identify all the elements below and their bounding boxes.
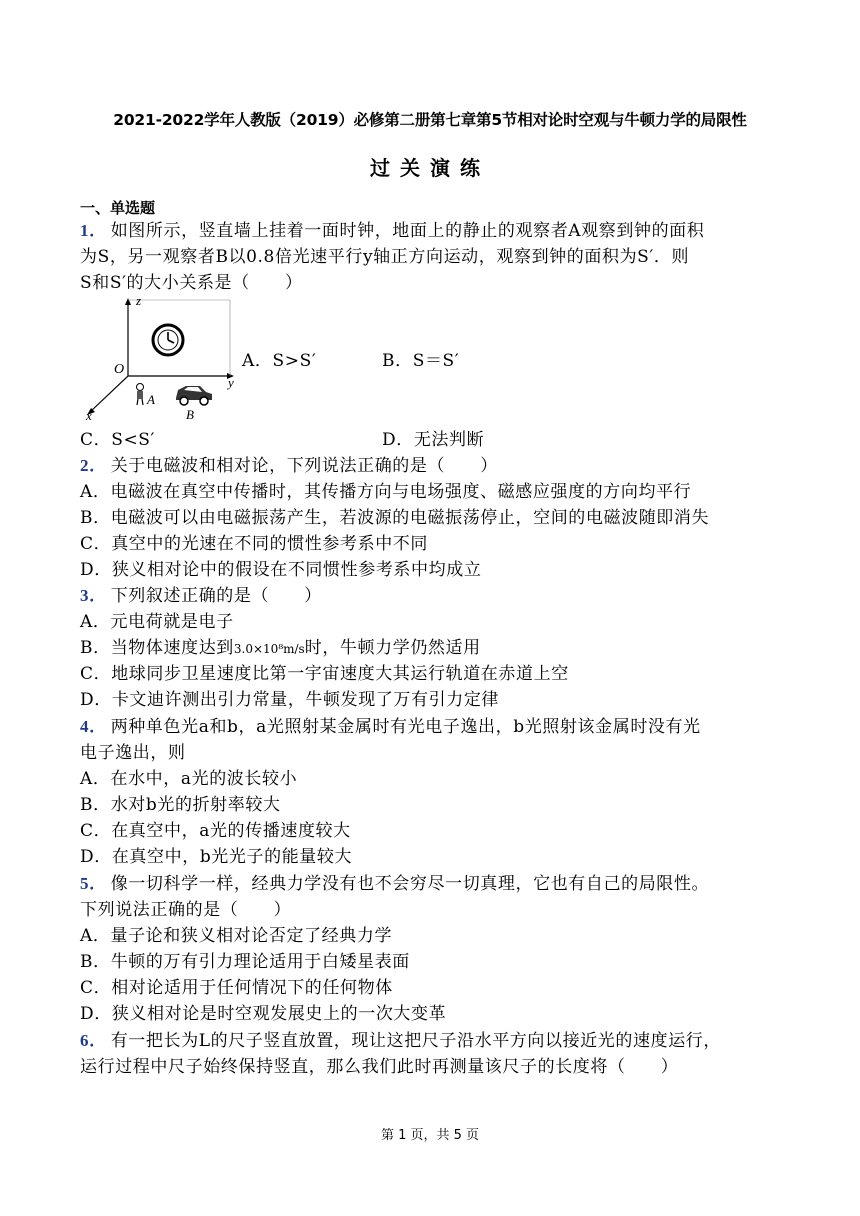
axis-label-x: x: [86, 408, 92, 420]
page-footer: 第 1 页，共 5 页: [380, 1128, 480, 1143]
document-title: 2021-2022学年人教版（2019）必修第二册第七章第5节相对论时空观与牛顿力学的局限性: [113, 111, 747, 129]
clock-icon: [153, 325, 183, 355]
question-number: 4．: [80, 717, 107, 736]
q3-option-a[interactable]: A．元电荷就是电子: [80, 612, 234, 632]
q1-line-2: 为S，另一观察者B以0.8倍光速平行y轴正方向运动，观察到钟的面积为S′．则: [80, 247, 690, 267]
observer-a-label: A: [147, 392, 155, 407]
q2-option-b[interactable]: B．电磁波可以由电磁振荡产生，若波源的电磁振荡停止，空间的电磁波随即消失: [80, 508, 710, 528]
q5-option-a[interactable]: A．量子论和狭义相对论否定了经典力学: [80, 926, 393, 946]
q3-option-d[interactable]: D．卡文迪许测出引力常量，牛顿发现了万有引力定律: [80, 690, 500, 710]
q3-option-c[interactable]: C．地球同步卫星速度比第一宇宙速度大其运行轨道在赤道上空: [80, 664, 569, 684]
q5-line-2: 下列说法正确的是（ ）: [80, 900, 292, 920]
q4-option-a[interactable]: A．在水中，a光的波长较小: [80, 769, 298, 789]
axis-label-z: z: [136, 296, 142, 308]
q1-option-d[interactable]: D．无法判断: [382, 430, 485, 450]
q4-option-b[interactable]: B．水对b光的折射率较大: [80, 795, 281, 815]
q2-option-c[interactable]: C．真空中的光速在不同的惯性参考系中不同: [80, 534, 429, 554]
observer-a-icon: [137, 384, 144, 406]
q4-line-1: 4． 两种单色光a和b，a光照射某金属时有光电子逸出，b光照射该金属时没有光: [80, 717, 701, 737]
question-number: 3．: [80, 586, 107, 605]
question-number: 6．: [80, 1031, 107, 1050]
axis-label-y: y: [228, 375, 234, 390]
q5-option-c[interactable]: C．相对论适用于任何情况下的任何物体: [80, 978, 393, 998]
q5-option-b[interactable]: B．牛顿的万有引力理论适用于白矮星表面: [80, 952, 410, 972]
q4-option-d[interactable]: D．在真空中，b光光子的能量较大: [80, 847, 353, 867]
car-b-icon: [176, 386, 212, 405]
q6-line-1: 6． 有一把长为L的尺子竖直放置，现让这把尺子沿水平方向以接近光的速度运行，: [80, 1031, 721, 1051]
question-number: 2．: [80, 456, 107, 475]
q1-option-b[interactable]: B．S＝S′: [382, 351, 460, 371]
q1-option-c[interactable]: C．S<S′: [80, 430, 156, 450]
q2-option-d[interactable]: D．狭义相对论中的假设在不同惯性参考系中均成立: [80, 560, 482, 580]
q2-option-a[interactable]: A．电磁波在真空中传播时，其传播方向与电场强度、磁感应强度的方向均平行: [80, 482, 692, 502]
section-heading: 一、单选题: [80, 199, 156, 217]
observer-b-label: B: [186, 407, 194, 420]
q3-option-b[interactable]: B．当物体速度达到3.0×10⁸m/s时，牛顿力学仍然适用: [80, 638, 481, 658]
q1-figure: [80, 296, 240, 420]
q5-line-1: 5． 像一切科学一样，经典力学没有也不会穷尽一切真理，它也有自己的局限性。: [80, 874, 710, 894]
q5-option-d[interactable]: D．狭义相对论是时空观发展史上的一次大变革: [80, 1004, 447, 1024]
question-number: 1．: [80, 221, 107, 240]
origin-label: O: [114, 362, 125, 377]
q1-line-1: 1． 如图所示，竖直墙上挂着一面时钟，地面上的静止的观察者A观察到钟的面积: [80, 221, 705, 241]
q4-line-2: 电子逸出，则: [80, 743, 186, 763]
q2-stem: 2． 关于电磁波和相对论，下列说法正确的是（ ）: [80, 456, 498, 476]
q1-line-3: S和S′的大小关系是（ ）: [80, 273, 303, 293]
question-number: 5．: [80, 874, 107, 893]
speed-value: 3.0×10⁸m/s: [233, 642, 305, 656]
q3-stem: 3． 下列叙述正确的是（ ）: [80, 586, 322, 606]
q4-option-c[interactable]: C．在真空中，a光的传播速度较大: [80, 821, 351, 841]
document-subtitle: 过关演练: [370, 156, 490, 180]
q6-line-2: 运行过程中尺子始终保持竖直，那么我们此时再测量该尺子的长度将（ ）: [80, 1057, 679, 1077]
q1-option-a[interactable]: A．S>S′: [242, 351, 317, 371]
